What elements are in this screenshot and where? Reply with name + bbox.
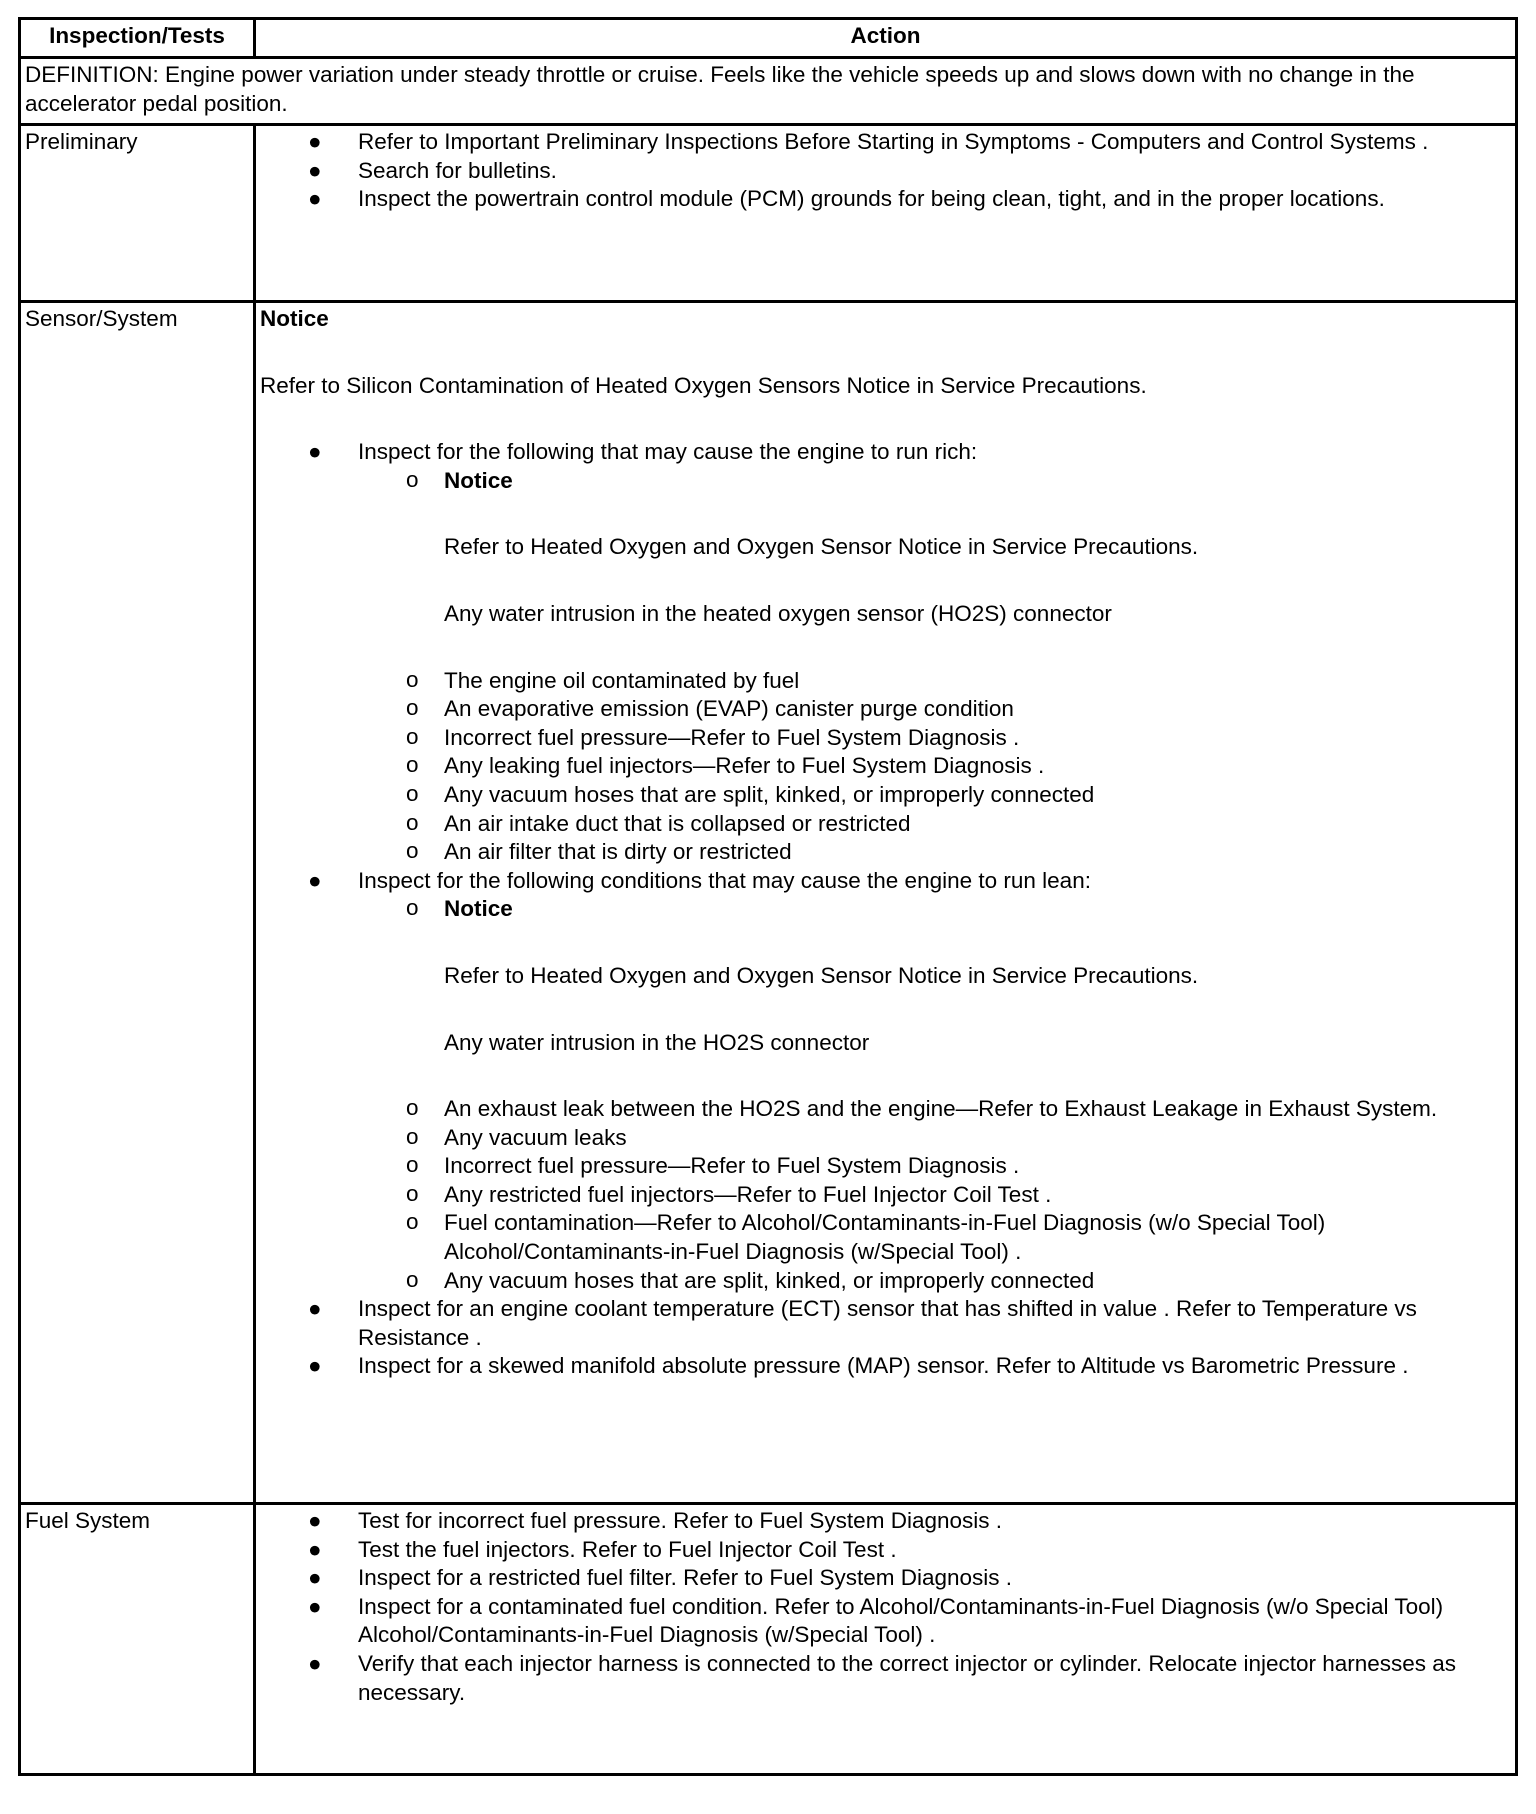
item-text: Any vacuum hoses that are split, kinked, or improperly connected: [444, 1267, 1095, 1293]
notice-text: Refer to Silicon Contamination of Heated Oxygen Sensors Notice in Service Precautions.: [260, 372, 1147, 398]
bullet-icon: ●: [308, 439, 322, 465]
item-text: Inspect for an engine coolant temperature (ECT) sensor that has shifted in value . Refer to Temperature vs Resistance .: [358, 1296, 1417, 1350]
list-item: [260, 1593, 1511, 1650]
notice-heading: Notice: [444, 896, 513, 922]
table-row: [20, 125, 1517, 302]
item-text: Any restricted fuel injectors—Refer to Fuel Injector Coil Test .: [444, 1181, 1052, 1207]
circle-bullet-icon: o: [406, 809, 419, 835]
item-text: Fuel contamination—Refer to Alcohol/Contaminants-in-Fuel Diagnosis (w/o Special Tool) Alcohol/Contaminants-in-Fuel Diagnosis (w/Special Tool) .: [444, 1210, 1326, 1265]
fuel-list: [260, 1507, 1511, 1707]
bullet-icon: ●: [308, 186, 322, 212]
list-item: [358, 838, 1511, 867]
list-item: [358, 724, 1511, 753]
item-text: Incorrect fuel pressure—Refer to Fuel System Diagnosis .: [444, 1153, 1020, 1179]
item-text: Inspect for the following conditions that may cause the engine to run lean:: [358, 867, 1091, 893]
item-text: An air intake duct that is collapsed or restricted: [444, 810, 911, 836]
notice-text: Refer to Heated Oxygen and Oxygen Sensor Notice in Service Precautions.: [444, 534, 1199, 560]
item-text: An air filter that is dirty or restricted: [444, 839, 792, 865]
list-item: [358, 1095, 1511, 1124]
preliminary-list: [260, 128, 1511, 214]
list-item: [358, 1181, 1511, 1210]
item-text: Search for bulletins.: [358, 157, 557, 183]
rich-sublist: [406, 466, 1511, 867]
circle-bullet-icon: o: [406, 466, 419, 492]
item-text: Inspect for the following that may cause the engine to run rich:: [358, 439, 978, 465]
list-item: [358, 1267, 1511, 1296]
bullet-icon: ●: [308, 1508, 322, 1533]
notice-text: Any water intrusion in the heated oxygen sensor (HO2S) connector: [444, 600, 1112, 626]
list-item: [260, 128, 1511, 157]
header-row: [20, 19, 1517, 58]
circle-bullet-icon: o: [406, 895, 419, 921]
list-item: [358, 667, 1511, 696]
item-text: Inspect for a restricted fuel filter. Refer to Fuel System Diagnosis .: [358, 1565, 1013, 1591]
bullet-icon: ●: [308, 1296, 322, 1322]
notice-text: Any water intrusion in the HO2S connector: [444, 1029, 870, 1055]
definition-row: [20, 58, 1517, 125]
header-inspection: Inspection/Tests: [20, 19, 255, 58]
bullet-icon: ●: [308, 1536, 322, 1562]
bullet-icon: ●: [308, 1353, 322, 1379]
item-text: The engine oil contaminated by fuel: [444, 667, 800, 693]
list-item: [260, 1536, 1511, 1565]
list-item: [358, 1124, 1511, 1153]
circle-bullet-icon: o: [406, 1123, 419, 1149]
diagnostic-table: [18, 17, 1518, 1776]
list-item: [260, 1564, 1511, 1593]
item-text: Test for incorrect fuel pressure. Refer to Fuel System Diagnosis .: [358, 1508, 1002, 1533]
bullet-icon: ●: [308, 129, 322, 154]
list-item: [260, 157, 1511, 186]
list-item: [260, 185, 1511, 214]
list-item: [260, 438, 1511, 867]
notice-heading: Notice: [444, 467, 513, 493]
bullet-icon: ●: [308, 1650, 322, 1676]
definition-text: DEFINITION: Engine power variation under steady throttle or cruise. Feels like the vehicle speeds up and slows down with no change in the accelerator pedal position.: [20, 58, 1517, 125]
table-row: [20, 1504, 1517, 1775]
notice-heading: Notice: [260, 306, 329, 331]
list-item: [358, 1209, 1511, 1266]
item-text: Test the fuel injectors. Refer to Fuel Injector Coil Test .: [358, 1536, 897, 1562]
list-item: [358, 781, 1511, 810]
bullet-icon: ●: [308, 157, 322, 183]
list-item: [358, 895, 1511, 1095]
list-item: [358, 1152, 1511, 1181]
item-text: Verify that each injector harness is connected to the correct injector or cylinder. Relocate injector harnesses as necessary.: [358, 1650, 1457, 1705]
item-text: An exhaust leak between the HO2S and the engine—Refer to Exhaust Leakage in Exhaust System.: [444, 1096, 1438, 1122]
circle-bullet-icon: o: [406, 1152, 419, 1178]
bullet-icon: ●: [308, 867, 322, 893]
circle-bullet-icon: o: [406, 695, 419, 721]
notice-text: Refer to Heated Oxygen and Oxygen Sensor Notice in Service Precautions.: [444, 962, 1199, 988]
circle-bullet-icon: o: [406, 723, 419, 749]
list-item: [260, 1352, 1511, 1381]
circle-bullet-icon: o: [406, 1209, 419, 1235]
circle-bullet-icon: o: [406, 752, 419, 778]
list-item: [358, 695, 1511, 724]
item-text: Inspect for a skewed manifold absolute pressure (MAP) sensor. Refer to Altitude vs Barometric Pressure .: [358, 1353, 1409, 1379]
list-item: [260, 867, 1511, 1296]
list-item: [260, 1650, 1511, 1707]
row-label: Sensor/System: [20, 302, 255, 1504]
row-label: Fuel System: [20, 1504, 255, 1775]
item-text: Inspect the powertrain control module (PCM) grounds for being clean, tight, and in the proper locations.: [358, 186, 1385, 212]
circle-bullet-icon: o: [406, 666, 419, 692]
item-text: An evaporative emission (EVAP) canister purge condition: [444, 696, 1014, 722]
circle-bullet-icon: o: [406, 838, 419, 864]
item-text: Any vacuum hoses that are split, kinked, or improperly connected: [444, 781, 1095, 807]
item-text: Any vacuum leaks: [444, 1124, 627, 1150]
lean-sublist: [406, 895, 1511, 1295]
item-text: Refer to Important Preliminary Inspections Before Starting in Symptoms - Computers and Control Systems .: [358, 129, 1429, 154]
sensor-list: [260, 438, 1511, 1381]
item-text: Inspect for a contaminated fuel condition. Refer to Alcohol/Contaminants-in-Fuel Diagnosis (w/o Special Tool) Alcohol/Contaminants-in-Fuel Diagnosis (w/Special Tool) .: [358, 1593, 1444, 1648]
item-text: Incorrect fuel pressure—Refer to Fuel System Diagnosis .: [444, 724, 1020, 750]
list-item: [358, 810, 1511, 839]
circle-bullet-icon: o: [406, 1095, 419, 1121]
circle-bullet-icon: o: [406, 780, 419, 806]
header-action: Action: [255, 19, 1517, 58]
list-item: [358, 752, 1511, 781]
row-label: Preliminary: [20, 125, 255, 302]
table-row: [20, 302, 1517, 1504]
circle-bullet-icon: o: [406, 1180, 419, 1206]
bullet-icon: ●: [308, 1565, 322, 1591]
circle-bullet-icon: o: [406, 1266, 419, 1292]
bullet-icon: ●: [308, 1593, 322, 1619]
list-item: [260, 1295, 1511, 1352]
list-item: [358, 467, 1511, 667]
list-item: [260, 1507, 1511, 1536]
item-text: Any leaking fuel injectors—Refer to Fuel System Diagnosis .: [444, 753, 1045, 779]
